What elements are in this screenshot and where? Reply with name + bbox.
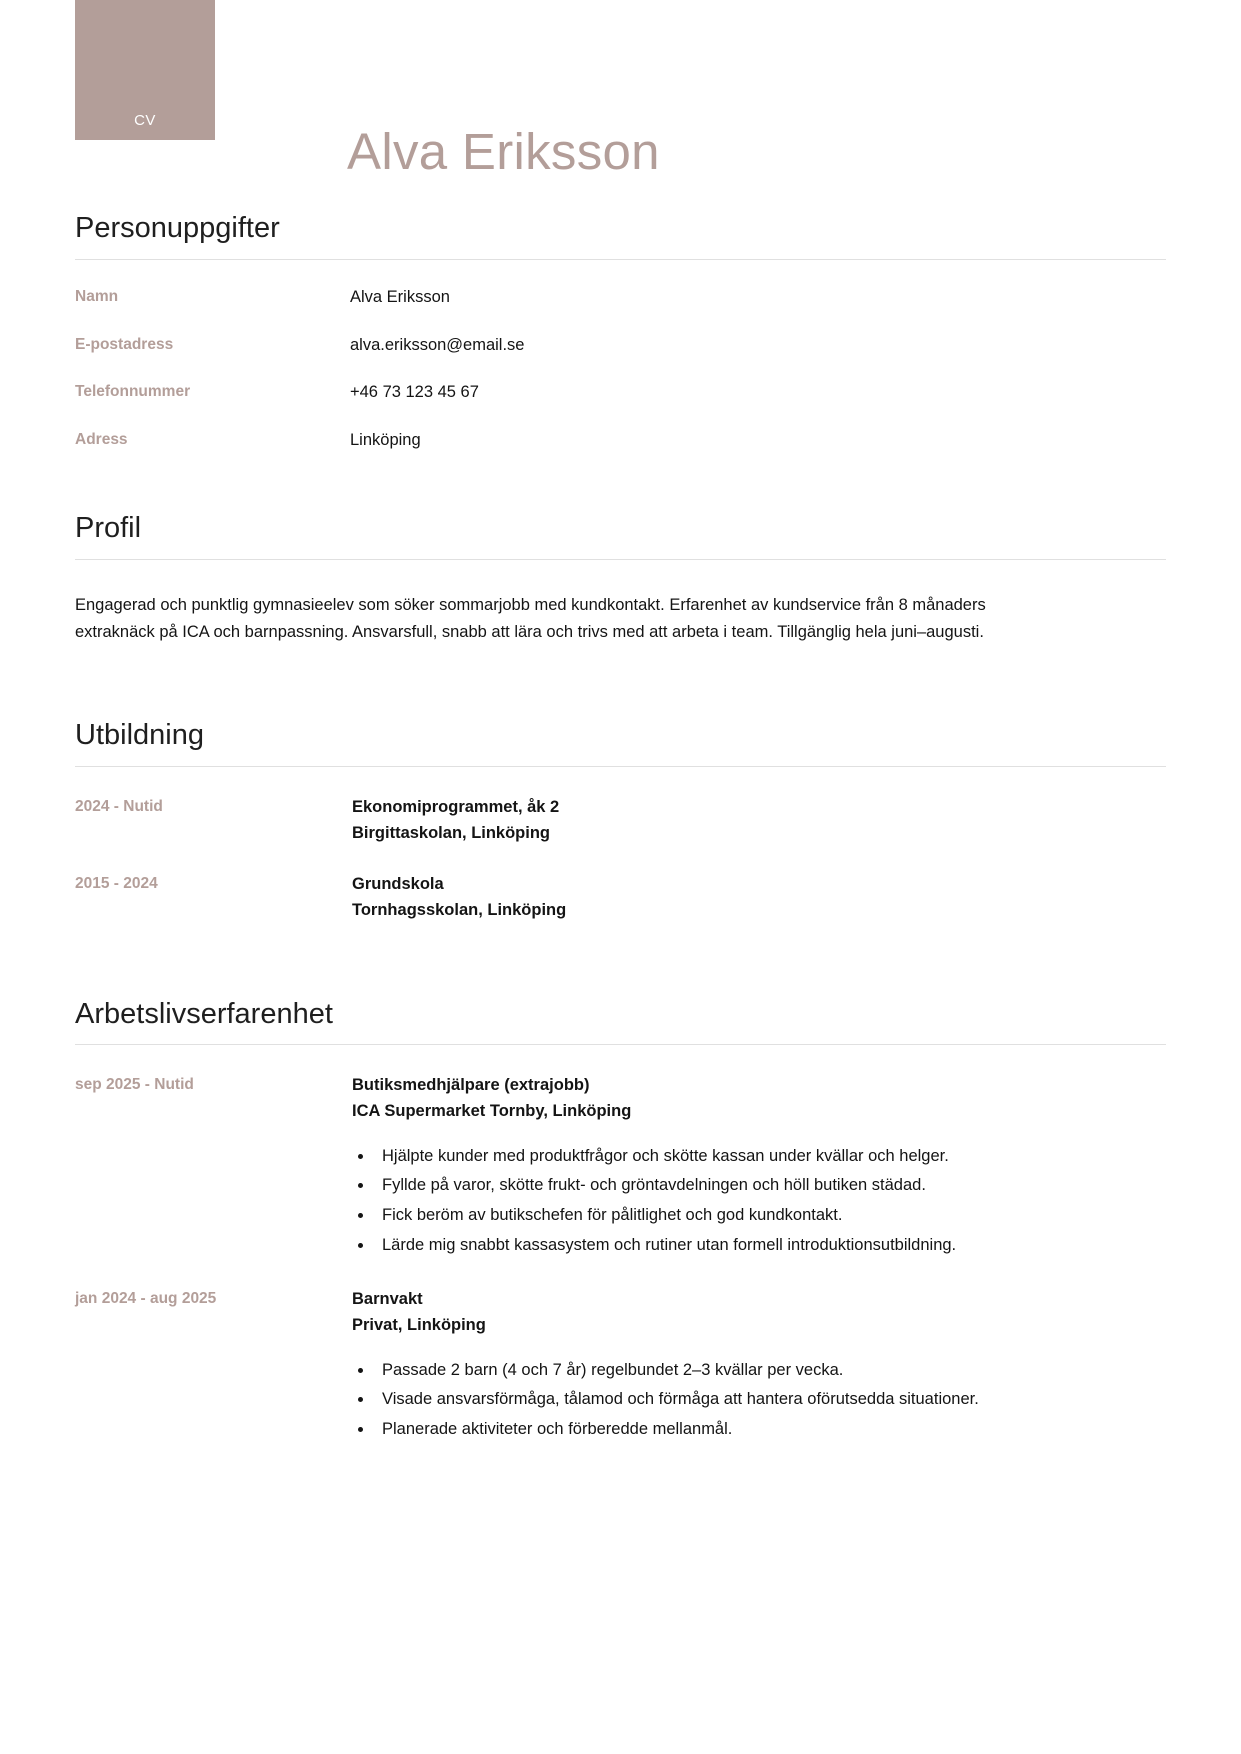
entry-title: Grundskola [352, 875, 444, 894]
entry-body [352, 795, 1166, 846]
entry-title: Ekonomiprogrammet, åk 2 [352, 798, 560, 817]
list-item: • Lärde mig snabbt kassasystem och rutiner utan formell introduktionsutbildning. [374, 1232, 1042, 1259]
entry-period: 2015 - 2024 [75, 875, 158, 893]
list-item: • Hjälpte kunder med produktfrågor och skötte kassan under kvällar och helger. [374, 1143, 1042, 1170]
list-item: • Passade 2 barn (4 och 7 år) regelbundet 2–3 kvällar per vecka. [374, 1357, 1042, 1384]
detail-label-epostadress: E-postadress [75, 335, 174, 353]
entry-title: Barnvakt [352, 1290, 423, 1309]
table-row [75, 431, 1166, 479]
entry-title: Butiksmedhjälpare (extrajobb) [352, 1076, 590, 1095]
table-row [75, 336, 1166, 384]
entry-body [352, 1073, 1166, 1261]
detail-value-telefonnummer: +46 73 123 45 67 [350, 383, 479, 402]
detail-value-namn: Alva Eriksson [350, 287, 450, 306]
entry-subtitle: Birgittaskolan, Linköping [352, 823, 551, 842]
entry-subtitle: ICA Supermarket Tornby, Linköping [352, 1102, 632, 1120]
section-divider [75, 559, 1166, 560]
list-item [75, 795, 1166, 846]
list-item: • Planerade aktiviteter och förberedde mellanmål. [374, 1416, 1042, 1443]
detail-value-adress: Linköping [350, 431, 421, 450]
education-entry-list [75, 795, 1166, 923]
detail-label-adress: Adress [75, 431, 128, 449]
entry-subtitle: Privat, Linköping [352, 1316, 486, 1334]
cv-badge-label: CV [134, 112, 156, 129]
cv-badge [75, 0, 215, 140]
list-item [75, 872, 1166, 923]
entry-period: 2024 - Nutid [75, 798, 163, 816]
detail-label-namn: Namn [75, 287, 119, 305]
list-item: • Visade ansvarsförmåga, tålamod och förmåga att hantera oförutsedda situationer. [374, 1386, 1042, 1413]
page-title: Alva Eriksson [347, 123, 660, 181]
section-title-profile: Profil [75, 512, 142, 545]
entry-body [352, 1287, 1166, 1445]
section-divider [75, 766, 1166, 767]
section-education [0, 720, 1241, 923]
list-item [75, 1287, 1166, 1445]
entry-body [352, 872, 1166, 923]
entry-bullet-list [352, 1357, 1166, 1443]
work-entry-list [75, 1073, 1166, 1445]
entry-period: sep 2025 - Nutid [75, 1076, 194, 1094]
section-title-education: Utbildning [75, 719, 204, 752]
cv-header [0, 0, 1241, 185]
entry-bullet-list [352, 1143, 1166, 1259]
section-profile [0, 513, 1241, 645]
section-title-work-experience: Arbetslivserfarenhet [75, 997, 333, 1030]
detail-value-epostadress: alva.eriksson@email.se [350, 335, 525, 354]
list-item: • Fyllde på varor, skötte frukt- och gröntavdelningen och höll butiken städad. [374, 1172, 1042, 1199]
section-personal-details [0, 213, 1241, 479]
table-row [75, 383, 1166, 431]
list-item: • Fick beröm av butikschefen för pålitlighet och god kundkontakt. [374, 1202, 1042, 1229]
detail-label-telefonnummer: Telefonnummer [75, 383, 191, 401]
entry-subtitle: Tornhagsskolan, Linköping [352, 900, 567, 919]
section-divider [75, 1044, 1166, 1045]
section-title-personal-details: Personuppgifter [75, 212, 280, 244]
entry-period: jan 2024 - aug 2025 [75, 1290, 217, 1308]
section-work-experience [0, 999, 1241, 1446]
section-divider [75, 259, 1166, 260]
personal-details-table [75, 288, 1166, 479]
table-row [75, 288, 1166, 336]
profile-summary-text: Engagerad och punktlig gymnasieelev som söker sommarjobb med kundkontakt. Erfarenhet av kundservice från 8 månaders extraknäck på ICA och barnpassning. Ansvarsfull, snabb att lära och trivs med att arbeta i team. Tillgänglig hela juni–augusti. [75, 595, 986, 641]
list-item [75, 1073, 1166, 1261]
